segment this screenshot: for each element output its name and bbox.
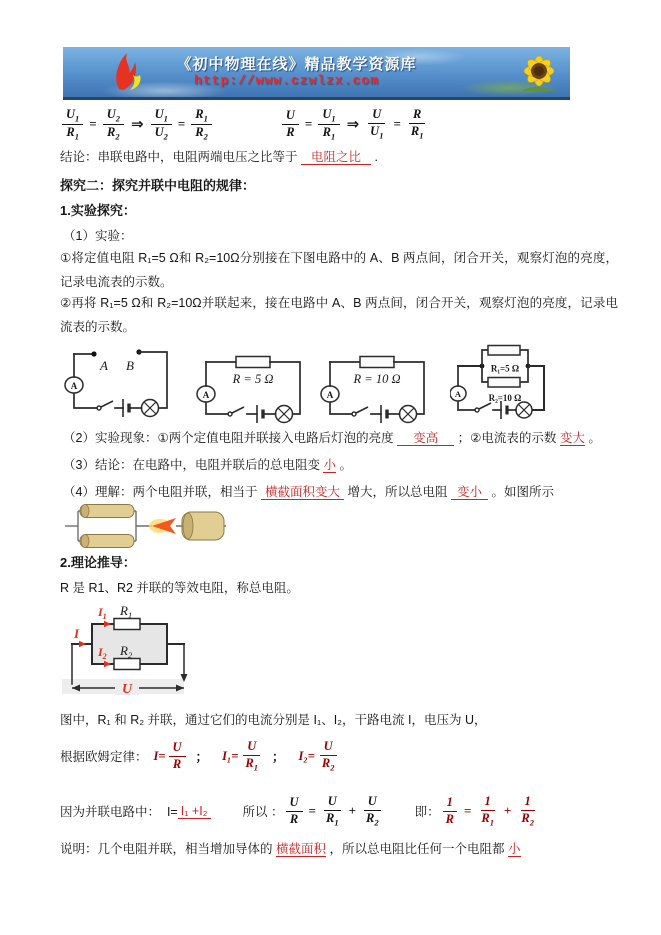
- lamp-icon: [516, 402, 532, 418]
- answer-blank: 小: [323, 458, 336, 472]
- resistor-r2-box: [488, 378, 520, 388]
- answer-blank: 小: [508, 842, 521, 856]
- fraction: $\frac{U}{R}$: [169, 741, 186, 771]
- note-text: 说明：几个电阻并联，相当增加导体的: [60, 842, 273, 856]
- fraction: $\frac{R}{R_1}$: [410, 107, 424, 141]
- plus-sign: +: [503, 803, 512, 818]
- fraction: $\frac{U}{R_2}$: [362, 795, 383, 827]
- fraction: $\frac{U_1}{R_1}$: [318, 108, 339, 141]
- svg-text:A: A: [70, 381, 78, 391]
- fraction: $\frac{U}{R_2}$: [318, 740, 339, 772]
- ie-label: 即：: [414, 805, 440, 819]
- fraction: $\frac{1}{R_1}$: [481, 794, 494, 828]
- resistor-r1-box: [488, 346, 520, 356]
- sunflower-icon: [516, 49, 562, 95]
- fraction: $\frac{U}{R_1}$: [241, 740, 262, 772]
- equals-sign: =: [89, 116, 97, 131]
- plus-sign: +: [348, 803, 356, 818]
- observation-2-line: [63, 429, 601, 448]
- parallel-resistors-equivalence-figure: [64, 502, 227, 550]
- voltage-u-label: U: [121, 682, 133, 697]
- fraction: $\frac{U_1}{R_1}$: [62, 108, 83, 141]
- fraction: $\frac{U_2}{R_2}$: [103, 108, 124, 141]
- ammeter-icon: [197, 386, 215, 402]
- answer-blank: 变大: [559, 431, 585, 445]
- observation-2-mid: ；②电流表的示数: [457, 431, 557, 445]
- lamp-icon: [400, 406, 417, 423]
- theory-paragraph: 图中，R₁ 和 R₂ 并联，通过它们的电流分别是 I₁、I₂，干路电流 I，电压为 U，: [60, 713, 487, 727]
- fraction: $\frac{U_1}{U_2}$: [151, 108, 172, 141]
- derivation-row: [60, 790, 540, 832]
- circuit-diagram-r10: [318, 352, 438, 426]
- series-ratio-formulas: [60, 106, 429, 142]
- conclusion-3-line: [63, 456, 352, 475]
- fraction: $\frac{U}{U_1}$: [370, 107, 384, 141]
- answer-blank: 横截面积: [276, 842, 327, 856]
- circuit-diagram-parallel: [450, 338, 552, 426]
- battery-icon: [257, 405, 263, 423]
- resistor-r1-label: R₁=5 Ω: [490, 363, 520, 374]
- theory-intro: R 是 R1、R2 并联的等效电阻，称总电阻。: [60, 581, 299, 595]
- formula-i2: I₂= $\frac{U}{R_2}$: [293, 740, 341, 772]
- r1-label: $R_1$: [120, 604, 133, 620]
- switch-icon: [475, 403, 491, 412]
- fraction: $\frac{1}{R_2}$: [521, 794, 534, 828]
- i-arrowhead: [79, 641, 86, 647]
- understanding-4-end: 。如图所示: [491, 485, 554, 499]
- fraction: $\frac{U}{R}$: [282, 109, 299, 139]
- heading-theory: 2.理论推导：: [60, 555, 136, 570]
- answer-blank: 电阻之比: [301, 150, 371, 165]
- answer-blank: 横截面积变大: [261, 485, 344, 500]
- ammeter-icon: [321, 386, 339, 402]
- experiment-step-circle2: ②再将 R₁=5 Ω和 R₂=10Ω并联起来，接在电路中 A、B 两点间，闭合开关，观察灯泡的亮度，记录电流表的示数。: [60, 296, 618, 334]
- fraction: $\frac{R_1}{R_2}$: [191, 108, 212, 141]
- terminal-a-label: A: [100, 358, 108, 373]
- switch-icon: [228, 407, 244, 416]
- battery-icon: [381, 405, 387, 423]
- ohms-law-row: [60, 736, 340, 776]
- conclusion-3-text: （3）结论：在电路中，电阻并联后的总电阻变: [63, 458, 320, 472]
- lamp-icon: [142, 400, 159, 417]
- implies-arrow: ⇒: [346, 115, 360, 133]
- resistor-box: [360, 357, 394, 368]
- equals-sign: =: [393, 116, 401, 131]
- ammeter-icon: [65, 377, 83, 393]
- equivalent-single-cylinder: [182, 512, 224, 540]
- separator: ；: [195, 750, 209, 764]
- circuit-diagram-open-ab: [62, 340, 182, 426]
- heading-experiment: 1.实验探究：: [60, 203, 136, 218]
- terminal-a-dot: [91, 351, 96, 356]
- note-line: [60, 840, 521, 859]
- answer-blank: 变高: [397, 431, 454, 446]
- step-1-label: （1）实验：: [63, 229, 133, 243]
- fraction: $\frac{U}{R_1}$: [322, 795, 343, 827]
- resistor-box: [236, 357, 270, 368]
- formula-i: I= $\frac{U}{R}$: [148, 741, 188, 771]
- reciprocal-formula: [440, 795, 540, 827]
- resistor-r1-box: [114, 619, 140, 630]
- battery-icon: [123, 399, 129, 417]
- equals-sign: =: [304, 116, 313, 131]
- lamp-icon: [276, 406, 293, 423]
- equals-sign: =: [177, 116, 186, 131]
- current-i-label: I: [74, 626, 80, 641]
- resistor-label: R = 5 Ω: [232, 372, 274, 386]
- fraction: $\frac{1}{R}$: [442, 796, 458, 826]
- so-label: 所以 ：: [242, 805, 284, 819]
- series-conclusion-line: [60, 148, 378, 167]
- theory-parallel-circuit-diagram: [62, 604, 196, 697]
- banner-title: 《初中物理在线》精品教学资源库: [176, 56, 417, 73]
- circuit-diagram-r5: [194, 352, 314, 426]
- ohms-law-label: 根据欧姆定律：: [60, 750, 148, 764]
- svg-text:A: A: [454, 389, 462, 399]
- site-banner: [63, 47, 570, 100]
- current-i1-label: $I_1$: [98, 605, 107, 621]
- parallel-cylinder-bottom: [80, 535, 134, 548]
- battery-icon: [501, 401, 507, 419]
- parallel-cylinder-top: [80, 505, 134, 518]
- equivalence-arrow-icon: [149, 518, 176, 534]
- resistor-label: R = 10 Ω: [353, 372, 401, 386]
- observation-2-text: （2）实验现象：①两个定值电阻并联接入电路后灯泡的亮度: [63, 431, 394, 445]
- understanding-4-mid: 增大，所以总电阻: [347, 485, 448, 499]
- conclusion-3-end: 。: [339, 458, 352, 472]
- banner-url-link[interactable]: http://www.czwlzx.com: [194, 73, 379, 88]
- experiment-step-circle1: ①将定值电阻 R₁=5 Ω和 R₂=10Ω分别接在下图电路中的 A、B 两点间，闭合开关，观察灯泡的亮度，记录电流表的示数。: [60, 251, 618, 289]
- terminal-b-label: B: [126, 358, 134, 373]
- observation-2-end: 。: [588, 431, 601, 445]
- implies-arrow: ⇒: [130, 115, 144, 133]
- current-i2-label: $I_2$: [98, 645, 107, 661]
- because-text: 因为并联电路中： I=: [60, 805, 178, 819]
- ammeter-icon: [450, 386, 466, 401]
- resistor-r2-label: R₂=10 Ω: [488, 393, 522, 403]
- svg-text:A: A: [202, 390, 210, 400]
- understanding-4-text: （4）理解：两个电阻并联，相当于: [63, 485, 258, 499]
- r2-label: $R_2$: [120, 643, 133, 660]
- fraction: $\frac{U}{R}$: [286, 796, 303, 826]
- equals-sign: =: [308, 803, 316, 818]
- heading-explore2: 探究二：探究并联中电阻的规律：: [60, 178, 256, 193]
- svg-text:A: A: [326, 390, 334, 400]
- switch-icon: [352, 407, 368, 416]
- separator: ；: [272, 750, 285, 764]
- answer-blank: 变小: [451, 485, 488, 500]
- answer-blank: I₁ +I₂: [178, 804, 211, 819]
- formula-i1: I₁= $\frac{U}{R_1}$: [216, 740, 264, 772]
- resistor-r2-box: [114, 659, 140, 670]
- note-mid: ，所以总电阻比任何一个电阻都: [329, 842, 505, 856]
- understanding-4-line: [63, 483, 554, 502]
- conclusion-period: .: [374, 150, 378, 164]
- equals-sign: =: [463, 803, 472, 818]
- conclusion-text: 结论：串联电路中，电阻两端电压之比等于: [60, 150, 298, 164]
- switch-icon: [97, 401, 113, 410]
